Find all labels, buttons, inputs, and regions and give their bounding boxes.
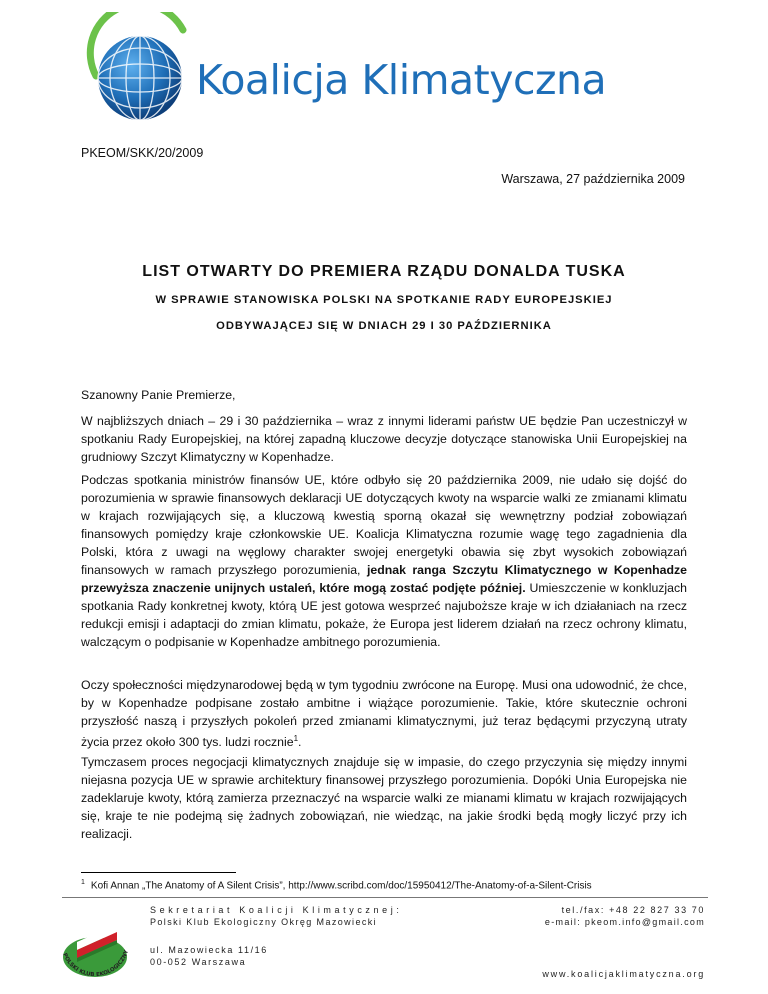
letter-subtitle-1: W SPRAWIE STANOWISKA POLSKI NA SPOTKANIE RADY EUROPEJSKIEJ xyxy=(155,294,613,306)
paragraph-1 xyxy=(81,412,687,474)
salutation: Szanowny Panie Premierze, xyxy=(81,388,236,402)
footer-website[interactable]: www.koalicjaklimatyczna.org xyxy=(542,969,705,979)
pke-logo-icon xyxy=(55,902,135,982)
footnote-reference[interactable]: 1 xyxy=(293,734,299,743)
footer-street: ul. Mazowiecka 11/16 xyxy=(150,945,268,955)
paragraph-2 xyxy=(81,471,687,659)
paragraph-3-text: Oczy społeczności międzynarodowej będą w tym tygodniu zwrócone na Europę. Musi ona udowodnić, że chce, by w Kopenhadze podpisane zostało ambitne i wiążące porozumienie. Takie, które skutecznie ochroni przyszłość naszą i przyszłych pokoleń przed zmianami klimatycznymi, już teraz będącymi przyczyną utraty życia przez około 300 tys. ludzi rocznie xyxy=(81,678,687,750)
footnote-number: 1 xyxy=(81,879,85,886)
paragraph-4-text: Tymczasem proces negocjacji klimatycznych znajduje się w impasie, do czego przyczynia się między innymi niejasna pozycja UE w sprawie architektury finansowej przyszłego porozumienia. Dopóki Unia Europejska nie zadeklaruje kwoty, którą zamierza przeznaczyć na wsparcie walki ze mianami klimatu w krajach rozwijających się, kraje te nie podejmą się żadnych zobowiązań, nie wiedząc, na jakie środki będą mogły liczyć przy ich realizacji. xyxy=(81,755,687,841)
footer-email[interactable]: e-mail: pkeom.info@gmail.com xyxy=(544,917,705,927)
paragraph-2-text-b: Umieszczenie w konkluzjach spotkania Rady konkretnej kwoty, którą UE jest gotowa wesprzeć najuboższe kraje w ich działaniach na rzecz redukcji emisji i adaptacji do zmian klimatu, pokaże, że Europa jest liderem działań na rzecz ochrony klimatu, walczącym o podpisanie w Kopenhadze ambitnego porozumienia. xyxy=(81,581,687,649)
koalicja-klimatyczna-logo xyxy=(78,12,607,132)
paragraph-3: Oczy społeczności międzynarodowej będą w tym tygodniu zwrócone na Europę. Musi ona udowodnić, że chce, by w Kopenhadze podpisane zostało ambitne i wiążące porozumienie. Takie, które skutecznie ochroni przyszłość naszą i przyszłych pokoleń przed zmianami klimatycznymi, już teraz będącymi przyczyną utraty życia przez około 300 tys. ludzi rocznie$^1$. xyxy=(81,678,687,750)
footnote-text: Kofi Annan „The Anatomy of A Silent Crisis”, http://www.scribd.com/doc/15950412/The-Anatomy-of-a-Silent-Crisis xyxy=(90,880,592,892)
paragraph-2-text-a: Podczas spotkania ministrów finansów UE, które odbyło się 20 października 2009, nie udało się dojść do porozumienia w sprawie finansowych deklaracji UE dotyczących kwoty na wsparcie walki ze zmianami klimatu w krajach rozwijających się, a kluczową kwestią sporną okazał się wewnętrzny podział zobowiązań finansowych pomiędzy kraje członkowskie UE. Koalicja Klimatyczna rozumie wagę tego zagadnienia dla Polski, która z uwagi na węglowy charakter swojej energetyki obawia się zbyt wysokich zobowiązań finansowych w ramach przyszłego porozumienia, xyxy=(81,473,687,577)
letter-title: LIST OTWARTY DO PREMIERA RZĄDU DONALDA TUSKA xyxy=(142,263,626,280)
pke-logo-text: POLSKI KLUB EKOLOGICZNY xyxy=(61,949,131,979)
letter-date: Warszawa, 27 października 2009 xyxy=(501,172,685,186)
reference-number: PKEOM/SKK/20/2009 xyxy=(81,146,204,160)
footer-organization: Polski Klub Ekologiczny Okręg Mazowiecki xyxy=(150,917,378,927)
footer-city: 00-052 Warszawa xyxy=(150,957,247,967)
paragraph-4 xyxy=(81,753,687,851)
paragraph-1-text: W najbliższych dniach – 29 i 30 października – wraz z innymi liderami państw UE będzie Pan uczestniczył w spotkaniu Rady Europejskiej, na której zapadną kluczowe decyzje dotyczące stanowiska Unii Europejskiej na grudniowy Szczyt Klimatyczny w Kopenhadze. xyxy=(81,414,687,464)
paragraph-2-bold: jednak ranga Szczytu Klimatycznego w Kopenhadze przewyższa znaczenie unijnych ustaleń, które mogą zostać podjęte później. xyxy=(81,563,687,595)
letter-subtitle-2: ODBYWAJĄCEJ SIĘ W DNIACH 29 I 30 PAŹDZIERNIKA xyxy=(216,320,552,332)
footnote-divider xyxy=(81,872,236,873)
footnote xyxy=(81,879,592,891)
logo-text: Koalicja Klimatyczna xyxy=(196,56,607,104)
footer-secretariat: Sekretariat Koalicji Klimatycznej: xyxy=(150,905,403,915)
footer-phone: tel./fax: +48 22 827 33 70 xyxy=(561,905,705,915)
footer-divider xyxy=(62,897,708,898)
